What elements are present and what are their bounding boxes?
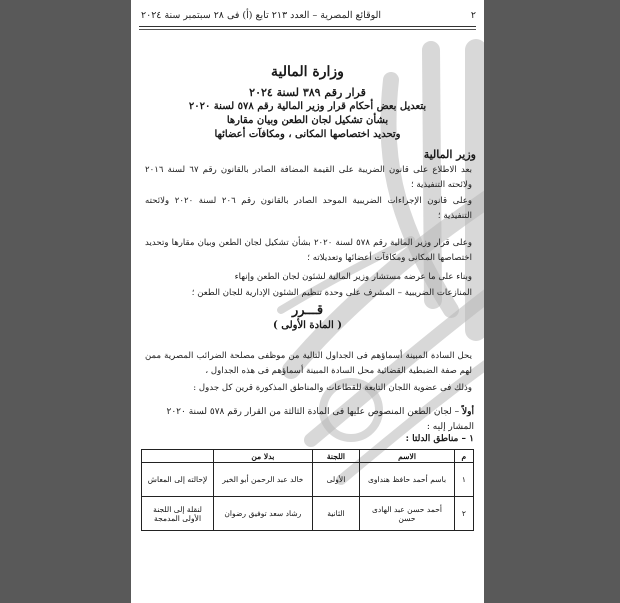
cell-number: ٢ <box>454 497 473 531</box>
cell-name: باسم أحمد حافظ هنداوى <box>360 463 454 497</box>
header-rule <box>139 26 476 27</box>
members-table <box>141 449 474 531</box>
decides-heading: قـــرر <box>291 303 324 318</box>
preamble-paragraph-3: وعلى قرار وزير المالية رقم ٥٧٨ لسنة ٢٠٢٠ بشأن تشكيل لجان الطعن وبيان مقارها وتحديد اختصاصها المكانى ومكافآت أعضائها وتعديلاته ؛ <box>145 238 473 263</box>
cell-replaces: رشاد سعد توفيق رضوان <box>214 497 312 531</box>
decree-subtitle-1: بتعديل بعض أحكام قرار وزير المالية رقم ٥٧٨ لسنة ٢٠٢٠ <box>188 101 427 112</box>
article-paragraph-1: يحل السادة المبينة أسماؤهم فى الجداول التالية من موظفى مصلحة الضرائب المصرية ممن لهم صفة الضبطية القضائية محل السادة المبينة أسماؤهم فى هذه الجداول ، <box>145 351 472 376</box>
cell-note: لنقلة إلى اللجنة الأولى المدمجة <box>142 497 214 531</box>
gazette-title: الوقائع المصرية – العدد ٢١٣ تابع (أ) فى ٢٨ سبتمبر سنة ٢٠٢٤ <box>141 9 382 21</box>
page-number: ٢ <box>470 9 476 21</box>
cell-committee: الأولى <box>312 463 360 497</box>
cell-number: ١ <box>454 463 473 497</box>
table-row <box>142 497 474 531</box>
region-heading: ١ – مناطق الدلتا : <box>405 434 474 444</box>
col-header-note <box>142 450 214 463</box>
first-clause-label: أولاً <box>462 407 474 417</box>
preamble-paragraph-2: وعلى قانون الإجراءات الضريبية الموحد الصادر بالقانون رقم ٢٠٦ لسنة ٢٠٢٠ ولائحته التنفيذية ؛ <box>145 196 472 221</box>
viewer-background-left <box>0 0 131 603</box>
preamble-paragraph-5: المنازعات الضريبية – المشرف على وحدة تنظيم الشئون الإدارية للجان الطعن ؛ <box>191 288 472 298</box>
cell-committee: الثانية <box>312 497 360 531</box>
cell-note: لإحالته إلى المعاش <box>142 463 214 497</box>
decree-subtitle-3: وتحديد اختصاصها المكانى ، ومكافآت أعضائها <box>214 129 401 140</box>
article-title: ( المادة الأولى ) <box>273 320 342 331</box>
cell-name: أحمد حسن عبد الهادى حسن <box>360 497 454 531</box>
first-clause-text: – لجان الطعن المنصوص عليها فى المادة الثالثة من القرار رقم ٥٧٨ لسنة ٢٠٢٠ المشار إليه : <box>166 407 474 432</box>
preamble-paragraph-1: بعد الاطلاع على قانون الضريبة على القيمة المضافة الصادر بالقانون رقم ٦٧ لسنة ٢٠١٦ ولائحته التنفيذية ؛ <box>145 165 472 190</box>
viewer-background-right <box>484 0 620 603</box>
col-header-committee: اللجنة <box>312 450 360 463</box>
decree-subtitle-2: بشأن تشكيل لجان الطعن وبيان مقارها <box>226 115 389 126</box>
minister-heading: وزير المالية <box>423 148 476 161</box>
table-row <box>142 463 474 497</box>
col-header-replaces: بدلا من <box>214 450 312 463</box>
first-clause <box>145 405 474 435</box>
decree-title: قرار رقم ٣٨٩ لسنة ٢٠٢٤ <box>249 86 366 99</box>
header-rule-thin <box>139 29 476 30</box>
col-header-name: الاسم <box>360 450 454 463</box>
col-header-number: م <box>454 450 473 463</box>
preamble-paragraph-4: وبناء على ما عرضه مستشار وزير المالية لشئون لجان الطعن وإنهاء <box>234 272 472 282</box>
page-header <box>141 6 476 24</box>
ministry-heading: وزارة المالية <box>271 64 344 80</box>
document-page <box>131 0 484 603</box>
cell-replaces: خالد عبد الرحمن أبو الخير <box>214 463 312 497</box>
table-header-row <box>142 450 474 463</box>
article-paragraph-2: وذلك فى عضوية اللجان التابعة للقطاعات والمناطق المذكورة قرين كل جدول : <box>193 383 472 393</box>
